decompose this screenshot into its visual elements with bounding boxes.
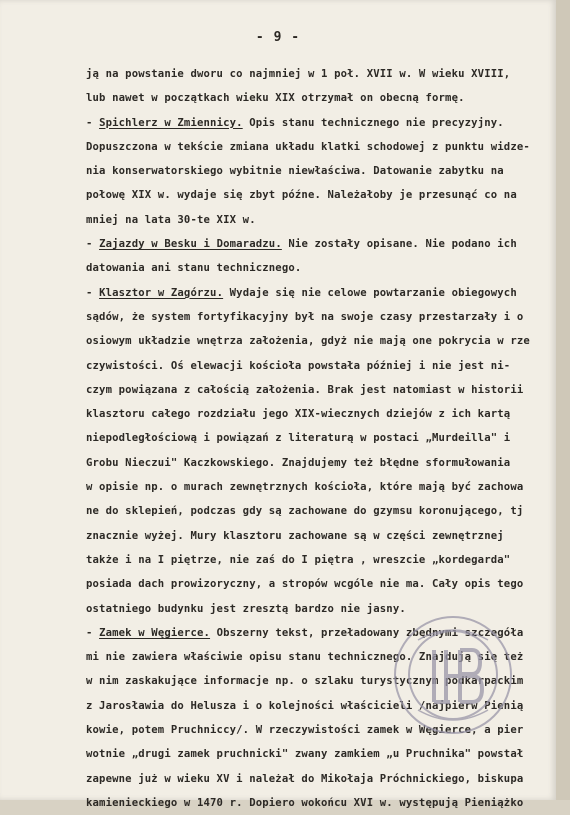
text-line (86, 426, 561, 450)
text-segment: Opis stanu technicznego nie precyzyjny. (242, 116, 504, 129)
text-segment: - (86, 116, 100, 129)
text-segment: z Jarosławia do Helusza i o kolejności właścicieli /najpierw Pienią (86, 699, 524, 712)
text-segment: połowę XIX w. wydaje się zbyt późne. Należałoby je przesunąć co na (86, 189, 517, 202)
text-segment: mi nie zawiera właściwie opisu stanu technicznego. Znajdują się też (86, 651, 524, 664)
text-line (86, 669, 561, 693)
text-line (86, 499, 561, 523)
text-line (86, 645, 561, 669)
text-segment: w nim zaskakujące informacje np. o szlaku turystycznym podkarpackim (86, 675, 524, 688)
text-line (86, 572, 561, 596)
text-segment: Dopuszczona w tekście zmiana układu klatki schodowej z punktu widze- (86, 140, 530, 153)
text-line (86, 329, 561, 353)
text-segment: także i na I piętrze, nie zaś do I piętra , wreszcie „kordegarda" (86, 553, 511, 566)
text-line (86, 281, 561, 305)
text-line (86, 159, 561, 183)
text-line (86, 232, 561, 256)
text-line (86, 62, 561, 86)
text-line (86, 451, 561, 475)
text-segment: Wydaje się nie celowe powtarzanie obiegowych (223, 286, 517, 299)
text-line (86, 208, 561, 232)
text-segment: mniej na lata 30-te XIX w. (86, 213, 256, 226)
text-line (86, 256, 561, 280)
text-line (86, 791, 561, 815)
text-segment: kowie, potem Pruchniccy/. W rzeczywistości zamek w Węgierce, a pier (86, 724, 524, 737)
text-line (86, 378, 561, 402)
text-line (86, 767, 561, 791)
text-segment: klasztoru całego rozdziału jego XIX-wiecznych dziejów z ich kartą (86, 408, 511, 421)
text-line (86, 694, 561, 718)
text-line (86, 402, 561, 426)
text-line (86, 86, 561, 110)
text-segment: Nie zostały opisane. Nie podano ich (281, 238, 517, 251)
text-line (86, 524, 561, 548)
text-segment: Grobu Nieczui" Kaczkowskiego. Znajdujemy też błędne sformułowania (86, 456, 511, 469)
text-segment: zapewne już w wieku XV i należał do Mikołaja Próchnickiego, biskupa (86, 772, 524, 785)
text-line (86, 742, 561, 766)
text-line (86, 475, 561, 499)
section-heading: Klasztor w Zagórzu. (99, 286, 224, 299)
section-heading: Zajazdy w Besku i Domaradzu. (99, 238, 282, 251)
text-line (86, 183, 561, 207)
text-line (86, 111, 561, 135)
text-segment: osiowym układzie wnętrza założenia, gdyż nie mają one pokrycia w rze (86, 335, 530, 348)
text-segment: znacznie wyżej. Mury klasztoru zachowane są w części zewnętrznej (86, 529, 504, 542)
text-segment: wotnie „drugi zamek pruchnicki" zwany zamkiem „u Pruchnika" powstał (86, 748, 524, 761)
text-line (86, 305, 561, 329)
typed-text-body (86, 62, 561, 815)
text-segment: - (86, 286, 100, 299)
text-segment: ostatniego budynku jest zresztą bardzo nie jasny. (86, 602, 406, 615)
text-segment: ją na powstanie dworu co najmniej w 1 poł. XVII w. W wieku XVIII, (86, 68, 511, 80)
text-segment: kamienieckiego w 1470 r. Dopiero wokońcu XVI w. występują Pieniążko (86, 796, 524, 809)
text-segment: czym powiązana z całością założenia. Brak jest natomiast w historii (86, 383, 524, 396)
text-segment: czywistości. Oś elewacji kościoła powstała później i nie jest ni- (86, 359, 511, 372)
section-heading: Zamek w Węgierce. (99, 626, 211, 639)
section-heading: Spichlerz w Zmiennicy. (99, 116, 243, 129)
text-segment: - (86, 238, 100, 251)
text-segment: ne do sklepień, podczas gdy są zachowane do gzymsu koronującego, tj (86, 505, 524, 518)
text-line (86, 548, 561, 572)
text-segment: w opisie np. o murach zewnętrznych kościoła, które mają być zachowa (86, 481, 524, 494)
text-segment: Obszerny tekst, przeładowany zbędnymi szczegóła (210, 626, 524, 639)
text-line (86, 718, 561, 742)
text-line (86, 597, 561, 621)
text-segment: posiada dach prowizoryczny, a stropów wcgóle nie ma. Cały opis tego (86, 578, 524, 591)
text-line (86, 621, 561, 645)
text-segment: - (86, 626, 100, 639)
text-segment: lub nawet w początkach wieku XIX otrzymał on obecną formę. (86, 92, 465, 105)
page-number: - 9 - (255, 30, 301, 45)
page-edge-shadow (556, 0, 570, 800)
text-line (86, 135, 561, 159)
text-segment: sądów, że system fortyfikacyjny był na swoje czasy przestarzały i o (86, 310, 524, 323)
text-segment: niepodległościową i powiązań z literaturą w postaci „Murdeilla" i (86, 432, 511, 445)
text-segment: datowania ani stanu technicznego. (86, 262, 302, 275)
text-segment: nia konserwatorskiego wybitnie niewłaściwa. Datowanie zabytku na (86, 165, 504, 178)
text-line (86, 354, 561, 378)
